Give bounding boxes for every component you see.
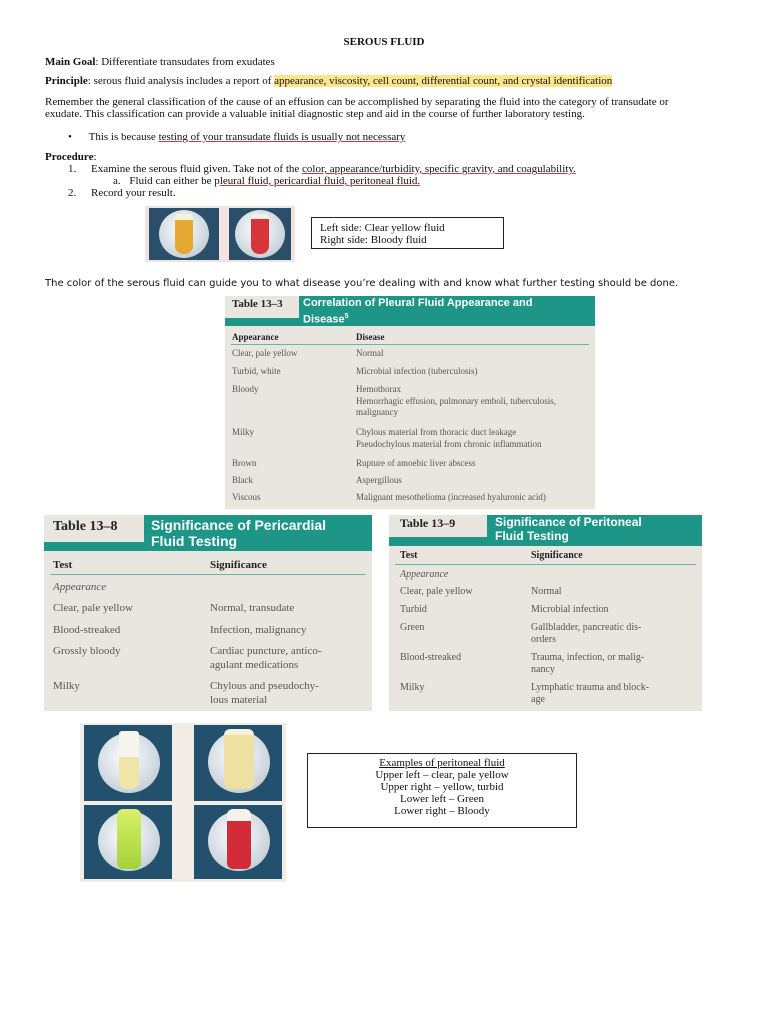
table-13-8-test-cell: Blood-streaked	[53, 624, 121, 636]
table-13-3-disease-cell: Normal	[356, 348, 384, 358]
table-13-3-disease-cell: malignancy	[356, 407, 398, 417]
table-13-9-significance-cell: age	[531, 694, 545, 705]
photo-lower-left	[84, 805, 172, 879]
main-goal-line	[45, 56, 275, 68]
step-1	[68, 163, 576, 175]
table-13-8	[44, 515, 372, 711]
bullet-dot: •	[68, 131, 72, 143]
step-2	[68, 187, 176, 199]
caption-2-line-4: Lower right – Bloody	[394, 805, 490, 817]
table-13-9-title	[495, 515, 642, 543]
photo-lower-right	[194, 805, 282, 879]
table-13-8-col-test: Test	[53, 559, 73, 571]
table-13-3-title-2-line	[303, 310, 532, 327]
tube-photo-right	[229, 208, 291, 260]
table-13-8-test-cell: Milky	[53, 680, 80, 692]
caption-1-line-2: Right side: Bloody fluid	[320, 234, 427, 246]
step-1a-underlined: leural fluid, pericardial fluid, peritoneal fluid.	[219, 175, 421, 187]
table-13-3-title-1: Correlation of Pleural Fluid Appearance and	[303, 297, 533, 309]
table-13-9-test-cell: Blood-streaked	[400, 652, 462, 663]
table-13-9	[389, 515, 702, 711]
page-title: SEROUS FLUID	[343, 36, 425, 48]
caption-2-line-2: Upper right – yellow, turbid	[380, 781, 504, 793]
step-1a-prefix: Fluid can either be p	[129, 175, 220, 187]
step-1a-letter: a.	[113, 175, 121, 187]
table-13-8-significance-cell: agulant medications	[210, 659, 299, 671]
procedure-label-line: Procedure:	[45, 151, 97, 163]
table-13-8-section: Appearance	[53, 581, 107, 593]
principle-text: : serous fluid analysis includes a report of	[87, 75, 275, 87]
table-13-8-significance-cell: Cardiac puncture, antico-	[210, 645, 322, 657]
table-13-8-test-cell: Clear, pale yellow	[53, 602, 133, 614]
principle-highlight: appearance, viscosity, cell count, differential count, and crystal identification	[274, 75, 613, 87]
table-13-3-appearance-cell: Milky	[232, 427, 255, 437]
table-13-9-test-cell: Green	[400, 622, 425, 633]
table-13-9-significance-cell: nancy	[531, 664, 555, 675]
caption-box-2	[307, 753, 577, 828]
step-1-underlined: color, appearance/turbidity, specific gravity, and coagulability.	[302, 163, 576, 175]
table-13-9-test-cell: Clear, pale yellow	[400, 586, 473, 597]
remember-paragraph: Remember the general classification of the cause of an effusion can be accomplished by separating the fluid into the category of transudate or exudate. This classification can provide a valuable initial diagnostic step and aid in the course of further laboratory testing.	[45, 96, 669, 120]
table-13-9-col-test: Test	[400, 550, 418, 561]
principle-line	[45, 75, 612, 87]
table-13-3-title	[303, 297, 532, 327]
table-13-3	[225, 296, 595, 509]
table-13-3-disease-cell: Chylous material from thoracic duct leakage	[356, 427, 517, 437]
table-13-8-title-2: Fluid Testing	[151, 533, 238, 549]
table-13-9-title-1: Significance of Peritoneal	[495, 515, 642, 529]
table-13-9-significance-cell: Trauma, infection, or malig-	[531, 652, 645, 663]
main-goal-text: : Differentiate transudates from exudates	[95, 56, 275, 68]
table-13-3-title-2: Disease	[303, 313, 345, 326]
tube-photo-pair	[145, 206, 295, 262]
caption-box-1	[311, 217, 504, 249]
table-13-9-significance-cell: Gallbladder, pancreatic dis-	[531, 622, 642, 633]
table-13-3-col-appearance: Appearance	[232, 332, 279, 342]
table-13-3-appearance-cell: Viscous	[232, 492, 261, 502]
table-13-8-title	[151, 517, 326, 549]
table-13-9-section: Appearance	[400, 569, 449, 580]
table-13-9-significance-cell: orders	[531, 634, 556, 645]
table-13-9-significance-cell: Normal	[531, 586, 562, 597]
table-13-9-label: Table 13–9	[389, 515, 487, 537]
caption-2-line-1: Upper left – clear, pale yellow	[375, 769, 509, 781]
step-1-number: 1.	[68, 163, 77, 175]
table-13-8-significance-cell: Normal, transudate	[210, 602, 295, 614]
table-13-9-significance-cell: Lymphatic trauma and block-	[531, 682, 650, 693]
table-13-3-disease-cell: Pseudochylous material from chronic inflammation	[356, 438, 542, 449]
table-13-8-title-1: Significance of Pericardial	[151, 517, 327, 533]
table-13-9-title-2: Fluid Testing	[495, 529, 569, 543]
table-13-3-appearance-cell: Clear, pale yellow	[232, 348, 298, 358]
photo-upper-right	[194, 725, 282, 801]
bullet-line	[68, 131, 405, 143]
table-13-9-significance-cell: Microbial infection	[531, 604, 609, 615]
table-13-9-test-cell: Turbid	[400, 604, 427, 615]
table-13-3-disease-cell: Rupture of amoebic liver abscess	[356, 458, 476, 468]
procedure-label: Procedure	[45, 151, 94, 163]
step-2-text: Record your result.	[91, 187, 176, 199]
table-13-3-title-sup: 5	[344, 313, 349, 320]
bullet-underlined: testing of your transudate fluids is usually not necessary	[158, 131, 406, 143]
table-13-9-col-significance: Significance	[531, 550, 583, 561]
table-13-3-disease-cell: Hemothorax	[356, 384, 401, 394]
table-13-8-significance-cell: Infection, malignancy	[210, 624, 307, 636]
caption-2-line-3: Lower left – Green	[400, 793, 484, 805]
table-13-8-header	[44, 515, 372, 551]
principle-label: Principle	[45, 75, 88, 87]
table-13-3-appearance-cell: Bloody	[232, 384, 259, 394]
caption-1-line-1: Left side: Clear yellow fluid	[320, 222, 445, 234]
color-guide-text: The color of the serous fluid can guide you to what disease you’re dealing with and know what further testing should be done.	[45, 278, 679, 289]
table-13-3-appearance-cell: Brown	[232, 458, 257, 468]
table-13-9-test-cell: Milky	[400, 682, 425, 693]
table-13-8-test-cell: Grossly bloody	[53, 645, 121, 657]
table-13-9-header	[389, 515, 702, 546]
table-13-3-col-disease: Disease	[356, 332, 385, 342]
step-1-prefix: Examine the serous fluid given. Take not of the	[91, 163, 303, 175]
main-goal-label: Main Goal	[45, 56, 96, 68]
table-13-3-appearance-cell: Turbid, white	[232, 366, 281, 376]
caption-2-heading: Examples of peritoneal fluid	[379, 757, 505, 769]
table-13-3-appearance-cell: Black	[232, 475, 253, 485]
table-13-3-disease-cell: Malignant mesothelioma (increased hyaluronic acid)	[356, 492, 546, 502]
table-13-8-col-significance: Significance	[210, 559, 267, 571]
table-13-8-significance-cell: Chylous and pseudochy-	[210, 680, 319, 692]
step-1a	[113, 175, 420, 187]
table-13-3-disease-cell: Aspergillous	[356, 475, 402, 485]
tube-photo-left	[149, 208, 219, 260]
photo-upper-left	[84, 725, 172, 801]
table-13-3-disease-cell: Microbial infection (tuberculosis)	[356, 366, 478, 376]
table-13-3-header	[225, 296, 595, 326]
table-13-8-significance-cell: lous material	[210, 694, 268, 706]
table-13-3-disease-cell: Hemorrhagic effusion, pulmonary emboli, tuberculosis,	[356, 395, 557, 406]
table-13-3-label: Table 13–3	[225, 296, 299, 318]
step-2-number: 2.	[68, 187, 77, 199]
bullet-prefix: This is because	[88, 131, 159, 143]
table-13-8-label: Table 13–8	[44, 515, 144, 542]
peritoneal-photo-grid	[80, 723, 286, 882]
